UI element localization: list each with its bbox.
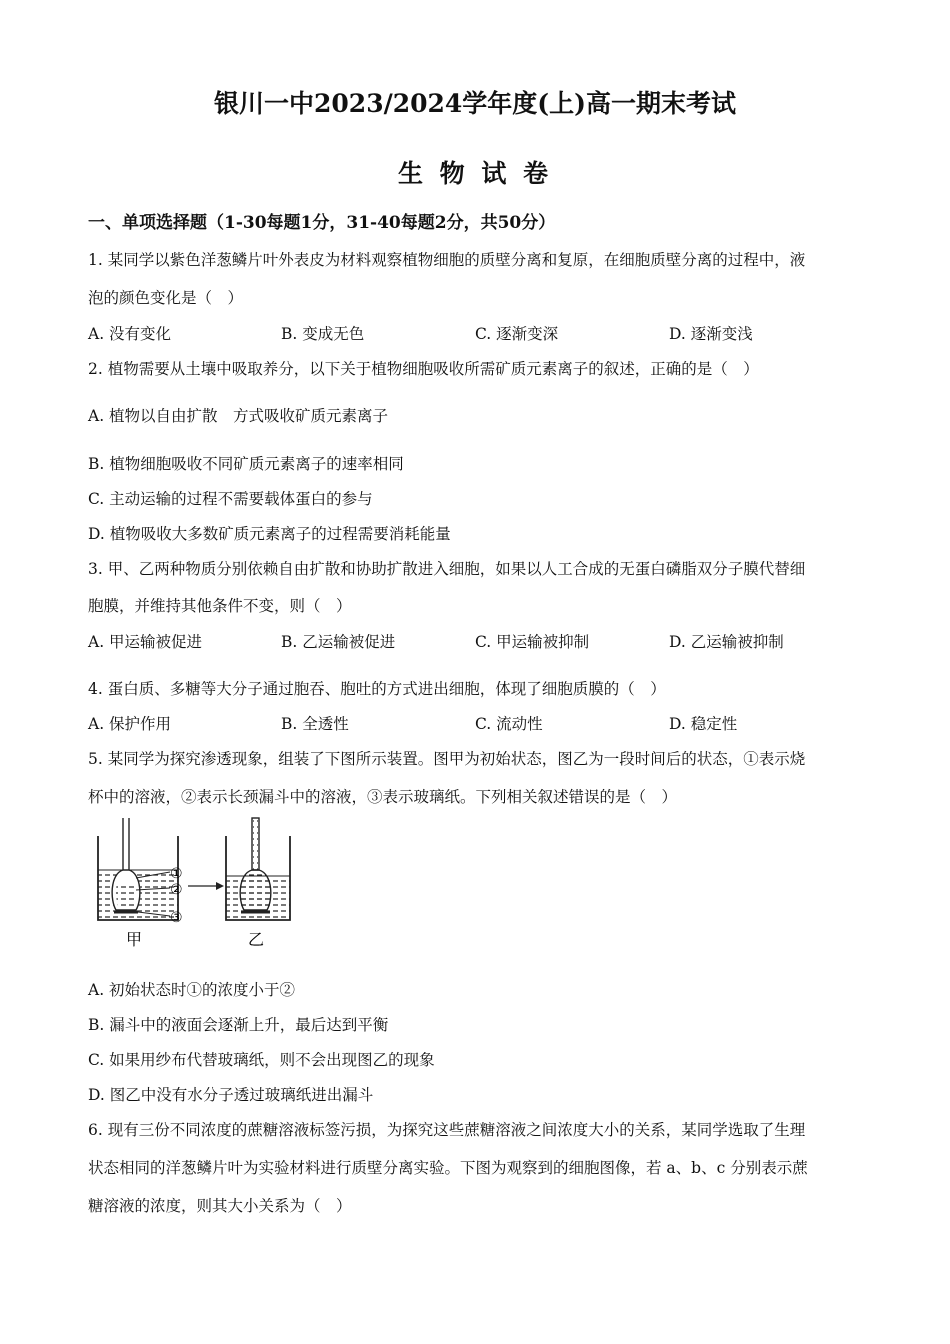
q3-stem-line2: 胞膜，并维持其他条件不变，则（ ） — [88, 597, 352, 615]
q4-option-c: C. 流动性 — [475, 715, 543, 733]
q5-option-b: B. 漏斗中的液面会逐渐上升，最后达到平衡 — [88, 1016, 389, 1034]
exam-subtitle: 生 物 试 卷 — [397, 159, 553, 188]
q2-option-d: D. 植物吸收大多数矿质元素离子的过程需要消耗能量 — [88, 525, 451, 543]
q5-stem-line1: 5. 某同学为探究渗透现象，组装了下图所示装置。图甲为初始状态，图乙为一段时间后的状态，①表示烧 — [88, 750, 806, 768]
q6-stem-line1: 6. 现有三份不同浓度的蔗糖溶液标签污损，为探究这些蔗糖溶液之间浓度大小的关系，某同学选取了生理 — [88, 1121, 806, 1139]
q3-option-c: C. 甲运输被抑制 — [475, 633, 590, 651]
label-3: ③ — [170, 910, 183, 926]
arrow-icon — [188, 882, 224, 890]
label-1: ① — [170, 866, 183, 882]
q5-option-d: D. 图乙中没有水分子透过玻璃纸进出漏斗 — [88, 1086, 374, 1104]
q4-stem-line1: 4. 蛋白质、多糖等大分子通过胞吞、胞吐的方式进出细胞，体现了细胞质膜的（ ） — [88, 680, 666, 698]
q4-option-a: A. 保护作用 — [88, 715, 172, 733]
q6-stem-line3: 糖溶液的浓度，则其大小关系为（ ） — [88, 1197, 352, 1215]
q1-option-b: B. 变成无色 — [281, 325, 365, 343]
caption-left: 甲 — [126, 930, 143, 949]
q3-option-b: B. 乙运输被促进 — [281, 633, 396, 651]
osmosis-apparatus-figure — [88, 812, 308, 952]
q4-option-b: B. 全透性 — [281, 715, 349, 733]
q5-option-a: A. 初始状态时①的浓度小于② — [88, 981, 296, 999]
caption-right: 乙 — [248, 930, 265, 949]
section-heading: 一、单项选择题（1-30每题1分，31-40每题2分，共50分） — [88, 213, 556, 233]
q2-option-c: C. 主动运输的过程不需要载体蛋白的参与 — [88, 490, 373, 508]
beaker-right — [226, 818, 290, 920]
q2-option-b: B. 植物细胞吸收不同矿质元素离子的速率相同 — [88, 455, 404, 473]
q5-option-c: C. 如果用纱布代替玻璃纸，则不会出现图乙的现象 — [88, 1051, 435, 1069]
q3-option-d: D. 乙运输被抑制 — [669, 633, 784, 651]
q1-option-a: A. 没有变化 — [88, 325, 172, 343]
label-2: ② — [170, 882, 183, 898]
exam-title: 银川一中2023/2024学年度(上)高一期末考试 — [214, 89, 736, 118]
q1-option-c: C. 逐渐变深 — [475, 325, 559, 343]
q3-stem-line1: 3. 甲、乙两种物质分别依赖自由扩散和协助扩散进入细胞，如果以人工合成的无蛋白磷脂双分子膜代替细 — [88, 560, 806, 578]
q3-option-a: A. 甲运输被促进 — [88, 633, 203, 651]
q4-option-d: D. 稳定性 — [669, 715, 738, 733]
q5-stem-line2: 杯中的溶液，②表示长颈漏斗中的溶液，③表示玻璃纸。下列相关叙述错误的是（ ） — [88, 788, 678, 806]
q1-stem-line2: 泡的颜色变化是（ ） — [88, 289, 244, 307]
q2-stem-line1: 2. 植物需要从土壤中吸取养分，以下关于植物细胞吸收所需矿质元素离子的叙述，正确的是（ ） — [88, 360, 759, 378]
beaker-left — [98, 818, 178, 920]
q1-stem-line1: 1. 某同学以紫色洋葱鳞片叶外表皮为材料观察植物细胞的质壁分离和复原，在细胞质壁分离的过程中，液 — [88, 251, 806, 269]
q2-option-a: A. 植物以自由扩散 方式吸收矿质元素离子 — [88, 407, 389, 425]
q6-stem-line2: 状态相同的洋葱鳞片叶为实验材料进行质壁分离实验。下图为观察到的细胞图像，若 a、b、c 分别表示蔗 — [88, 1159, 808, 1177]
q1-option-d: D. 逐渐变浅 — [669, 325, 753, 343]
